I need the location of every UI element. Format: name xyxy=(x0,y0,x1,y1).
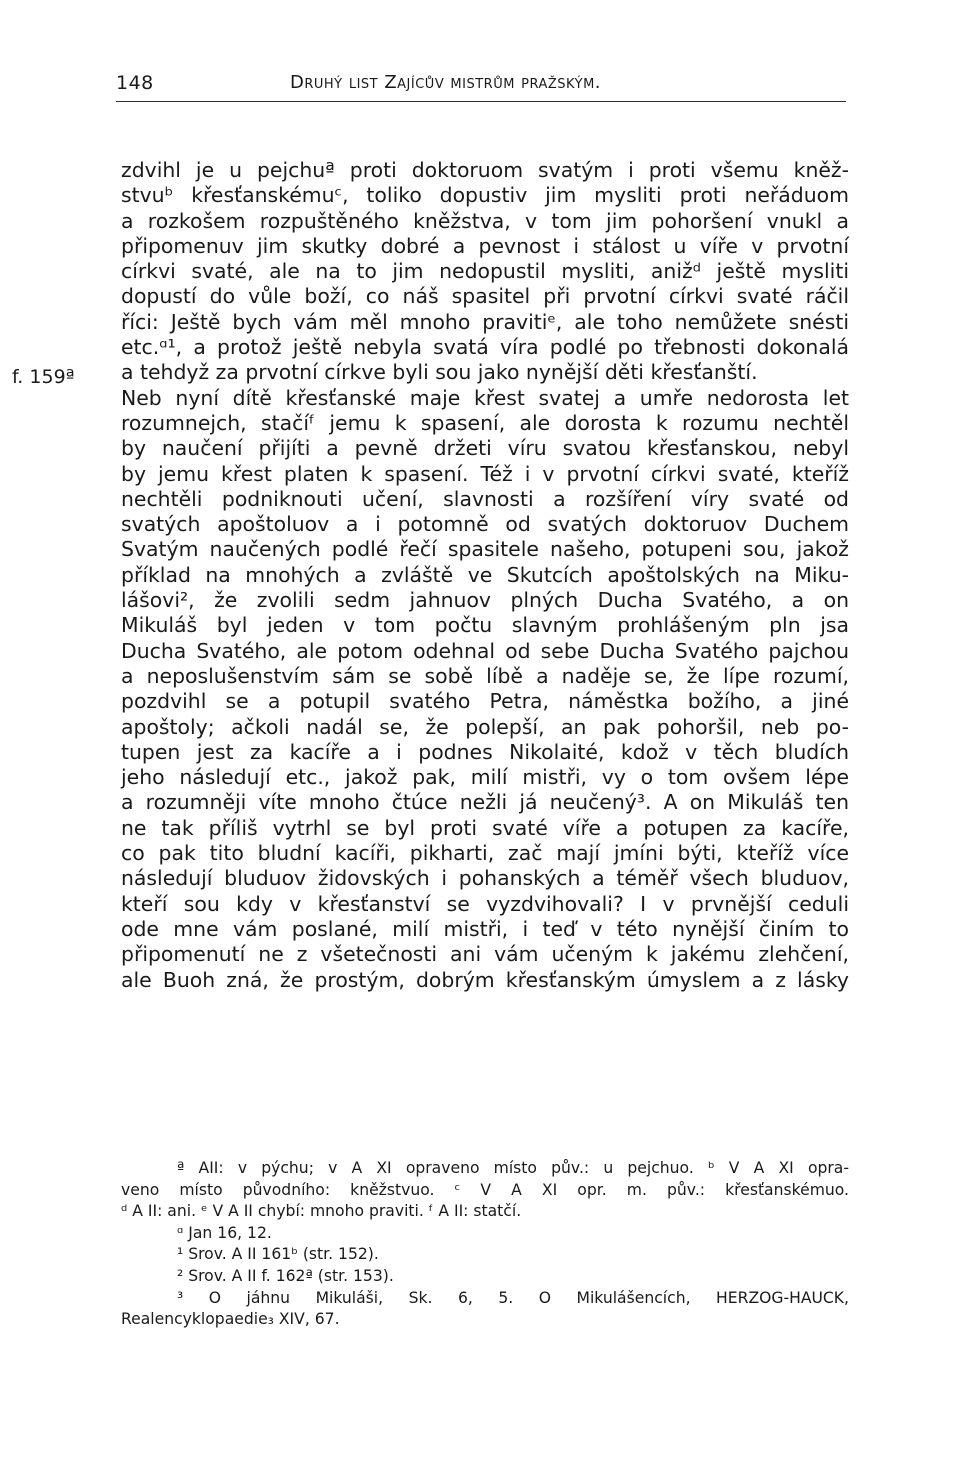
folio-marker: f. 159ª xyxy=(12,366,75,388)
text-line: a rozumněji víte mnoho čtúce nežli já neučený³. A on Mikuláš ten xyxy=(121,790,849,815)
text-line: připomenuv jim skutky dobré a pevnost i stálost u víře v prvotní xyxy=(121,233,849,258)
text-line: Ducha Svatého, ale potom odehnal od sebe Ducha Svatého pajchou xyxy=(121,638,849,663)
text-line: tupen jest za kacíře a i podnes Nikolaité, kdož v těch bludích xyxy=(121,739,849,764)
running-title: Druhý list Zajícův mistrům pražským. xyxy=(290,72,602,93)
footnote-line: ³ O jáhnu Mikuláši, Sk. 6, 5. O Mikulášencích, HERZOG-HAUCK, xyxy=(177,1288,849,1307)
text-line: pozdvihl se a potupil svatého Petra, náměstka božího, a jiné xyxy=(121,689,849,714)
text-line: jeho následují etc., jakož pak, milí mistři, vy o tom ovšem lépe xyxy=(121,765,849,790)
footnote-line: Realencyklopaedie₃ XIV, 67. xyxy=(121,1310,340,1329)
text-line: a neposlušenstvím sám se sobě líbě a naděje se, že lípe rozumí, xyxy=(121,663,849,688)
footnote-line: veno místo původního: kněžstvuo. ᶜ V A XI opr. m. pův.: křesťanskémuo. xyxy=(121,1180,849,1199)
text-line: ode mne vám poslané, milí mistři, i teď v této nynější činím to xyxy=(121,916,849,941)
text-line: ale Buoh zná, že prostým, dobrým křesťanským úmyslem a z lásky xyxy=(121,967,849,992)
text-line: co pak tito bludní kacíři, pikharti, zač mají jmíni býti, kteříž více xyxy=(121,841,849,866)
text-line: etc.ᵅ¹, a protož ještě nebyla svatá víra podlé po třebnosti dokonalá xyxy=(121,335,849,360)
page-number: 148 xyxy=(116,72,154,94)
text-line: Svatým naučených podlé řečí spasitele našeho, potupeni sou, jakož xyxy=(121,537,849,562)
text-line: apoštoly; ačkoli nadál se, že polepší, an pak pohoršil, neb po- xyxy=(121,714,849,739)
text-line: Neb nyní dítě křesťanské maje křest svatej a umře nedorosta let xyxy=(121,385,849,410)
text-line: následují bluduov židovských i pohanských a téměř všech bluduov, xyxy=(121,866,849,891)
text-line: svatých apoštoluov a i potomně od svatých doktoruov Duchem xyxy=(121,512,849,537)
text-line: zdvihl je u pejchuª proti doktoruom svatým i proti všemu kněž- xyxy=(121,158,849,182)
footnote-line: ᵅ Jan 16, 12. xyxy=(177,1223,272,1242)
text-line: by jemu křest platen k spasení. Též i v prvotní církvi svaté, kteříž xyxy=(121,461,849,486)
main-text xyxy=(121,158,849,993)
header-rule xyxy=(116,101,846,102)
text-line: připomenutí ne z všetečnosti ani vám učeným k jakému zlehčení, xyxy=(121,942,849,967)
footnote-line: ᵈ A II: ani. ᵉ V A II chybí: mnoho praviti. ᶠ A II: statčí. xyxy=(121,1202,522,1221)
footnote-line: ¹ Srov. A II 161ᵇ (str. 152). xyxy=(177,1245,379,1264)
text-line: rozumnejch, stačíᶠ jemu k spasení, ale dorosta k rozumu nechtěl xyxy=(121,410,849,435)
footnotes xyxy=(121,1158,849,1331)
text-line: lášovi², že zvolili sedm jahnuov plných Ducha Svatého, a on xyxy=(121,588,849,613)
text-line: nechtěli podniknouti učení, slavnosti a rozšíření víry svaté od xyxy=(121,486,849,511)
text-line: by naučení přijíti a pevně držeti víru svatou křesťanskou, nebyl xyxy=(121,436,849,461)
text-line: říci: Ještě bych vám měl mnoho pravitiᵉ, ale toho nemůžete snésti xyxy=(121,309,849,334)
text-line: dopustí do vůle boží, co náš spasitel při prvotní církvi svaté ráčil xyxy=(121,284,849,309)
text-line: kteří sou kdy v křesťanství se vyzdvihovali? I v prvnější ceduli xyxy=(121,891,849,916)
footnote-line: ² Srov. A II f. 162ª (str. 153). xyxy=(177,1266,394,1285)
text-line: ne tak příliš vytrhl se byl proti svaté víře a potupen za kacíře, xyxy=(121,815,849,840)
text-line: příklad na mnohých a zvláště ve Skutcích apoštolských na Miku- xyxy=(121,562,849,587)
text-line: Mikuláš byl jeden v tom počtu slavným prohlášeným pln jsa xyxy=(121,613,849,638)
text-line: a rozkošem rozpuštěného kněžstva, v tom jim pohoršení vnukl a xyxy=(121,208,849,233)
text-line: a tehdyž za prvotní církve byli sou jako nynější děti křesťanští. xyxy=(121,360,758,385)
text-line: stvuᵇ křesťanskémuᶜ, toliko dopustiv jim mysliti proti neřáduom xyxy=(121,183,849,208)
footnote-line: ª AII: v pýchu; v A XI opraveno místo pův.: u pejchuo. ᵇ V A XI opra- xyxy=(177,1159,849,1177)
text-line: církvi svaté, ale na to jim nedopustil mysliti, anižᵈ ještě mysliti xyxy=(121,259,849,284)
